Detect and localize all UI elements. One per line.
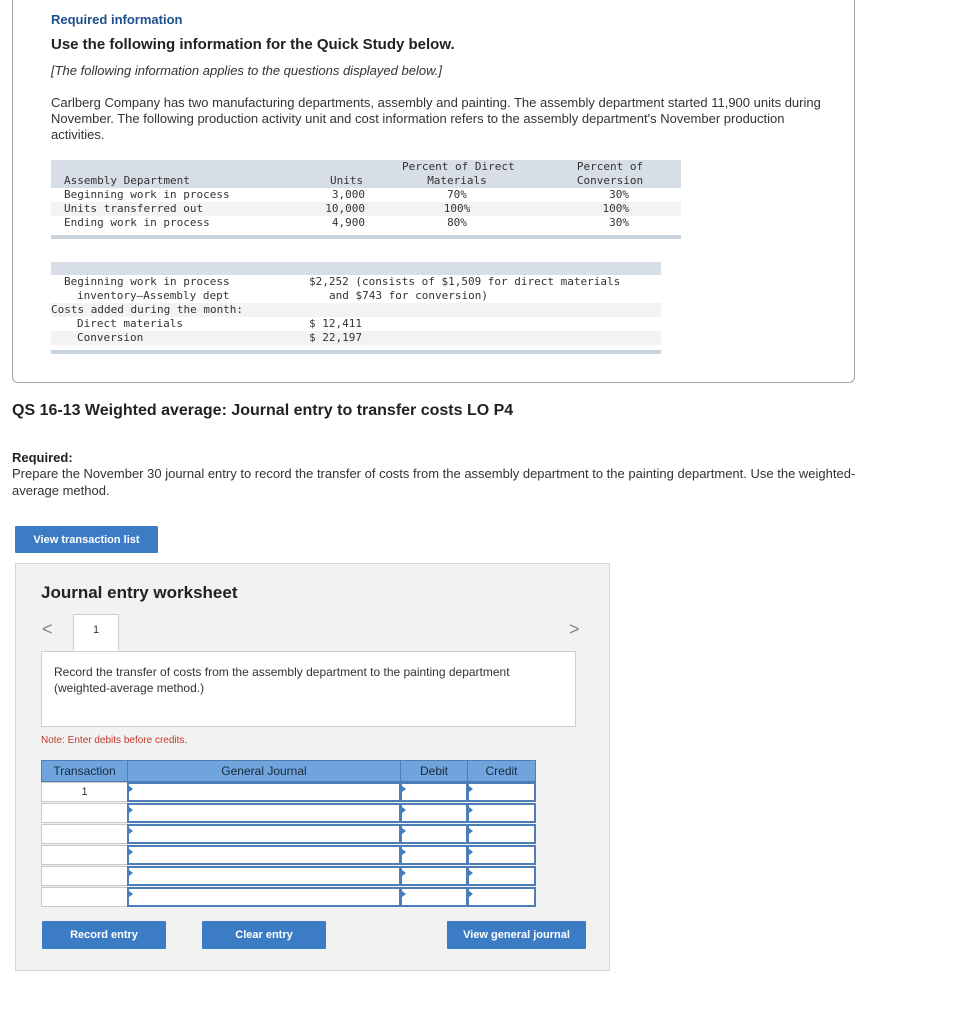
required-label: Required:	[12, 450, 73, 465]
col-debit: Debit	[400, 760, 468, 782]
use-following-text: Use the following information for the Quick Study below.	[51, 36, 455, 53]
required-text: Prepare the November 30 journal entry to record the transfer of costs from the assembly department to the painting department. Use the weighted-average method.	[12, 466, 856, 498]
transaction-cell	[41, 887, 128, 907]
journal-entry-worksheet	[15, 563, 610, 971]
transaction-cell	[41, 803, 128, 823]
required-info-heading: Required information	[51, 12, 183, 27]
general-journal-input[interactable]	[127, 866, 401, 886]
col-assembly-department: Assembly Department	[64, 174, 190, 187]
col-general-journal: General Journal	[127, 760, 401, 782]
debit-input[interactable]	[400, 845, 468, 865]
debits-note: Note: Enter debits before credits.	[41, 735, 188, 746]
col-conv-line1: Percent of	[576, 160, 644, 173]
chevron-left-icon[interactable]: <	[42, 619, 53, 639]
applies-note: [The following information applies to the questions displayed below.]	[51, 63, 442, 78]
debit-input[interactable]	[400, 887, 468, 907]
worksheet-title: Journal entry worksheet	[41, 583, 238, 602]
table-divider	[51, 350, 661, 354]
col-units: Units	[330, 174, 364, 187]
transaction-cell	[41, 866, 128, 886]
view-transaction-list-button[interactable]: View transaction list	[15, 526, 158, 553]
transaction-cell	[41, 845, 128, 865]
table-divider	[51, 235, 681, 239]
transaction-cell: 1	[41, 782, 128, 802]
clear-entry-button[interactable]: Clear entry	[202, 921, 326, 949]
debit-input[interactable]	[400, 866, 468, 886]
worksheet-description: Record the transfer of costs from the assembly department to the painting department (weighted-average method.)	[41, 651, 576, 727]
view-general-journal-button[interactable]: View general journal	[447, 921, 586, 949]
col-dm-line2: Materials	[427, 174, 487, 187]
table-row: Costs added during the month:	[51, 303, 661, 317]
general-journal-input[interactable]	[127, 887, 401, 907]
credit-input[interactable]	[467, 824, 536, 844]
debit-input[interactable]	[400, 824, 468, 844]
table-row: Beginning work in process $2,252 (consists of $1,509 for direct materials	[64, 275, 621, 288]
units-table-header	[51, 160, 681, 188]
table-row: Units transferred out 10,000 100% 100%	[51, 202, 681, 216]
general-journal-input[interactable]	[127, 782, 401, 802]
general-journal-input[interactable]	[127, 845, 401, 865]
table-row: Direct materials $ 12,411	[77, 317, 362, 330]
credit-input[interactable]	[467, 866, 536, 886]
col-credit: Credit	[467, 760, 536, 782]
credit-input[interactable]	[467, 803, 536, 823]
worksheet-tab-1[interactable]: 1	[73, 614, 119, 652]
table-row: inventory—Assembly dept and $743 for conversion)	[77, 289, 488, 302]
debit-input[interactable]	[400, 782, 468, 802]
general-journal-input[interactable]	[127, 803, 401, 823]
cost-table-header	[51, 262, 661, 275]
col-dm-line1: Percent of Direct	[402, 160, 515, 173]
table-row: Conversion $ 22,197	[51, 331, 661, 345]
question-title: QS 16-13 Weighted average: Journal entry to transfer costs LO P4	[12, 402, 514, 419]
col-transaction: Transaction	[41, 760, 128, 782]
general-journal-input[interactable]	[127, 824, 401, 844]
chevron-right-icon[interactable]: >	[569, 619, 580, 639]
table-row: Ending work in process 4,900 80% 30%	[64, 216, 629, 229]
credit-input[interactable]	[467, 887, 536, 907]
company-description: Carlberg Company has two manufacturing departments, assembly and painting. The assembly department started 11,900 units during November. The following production activity unit and cost information refers to the assembly department's November production activities.	[51, 95, 821, 142]
col-conv-line2: Conversion	[576, 174, 644, 187]
debit-input[interactable]	[400, 803, 468, 823]
record-entry-button[interactable]: Record entry	[42, 921, 166, 949]
table-row: Beginning work in process 3,000 70% 30%	[64, 188, 629, 201]
transaction-cell	[41, 824, 128, 844]
credit-input[interactable]	[467, 845, 536, 865]
credit-input[interactable]	[467, 782, 536, 802]
